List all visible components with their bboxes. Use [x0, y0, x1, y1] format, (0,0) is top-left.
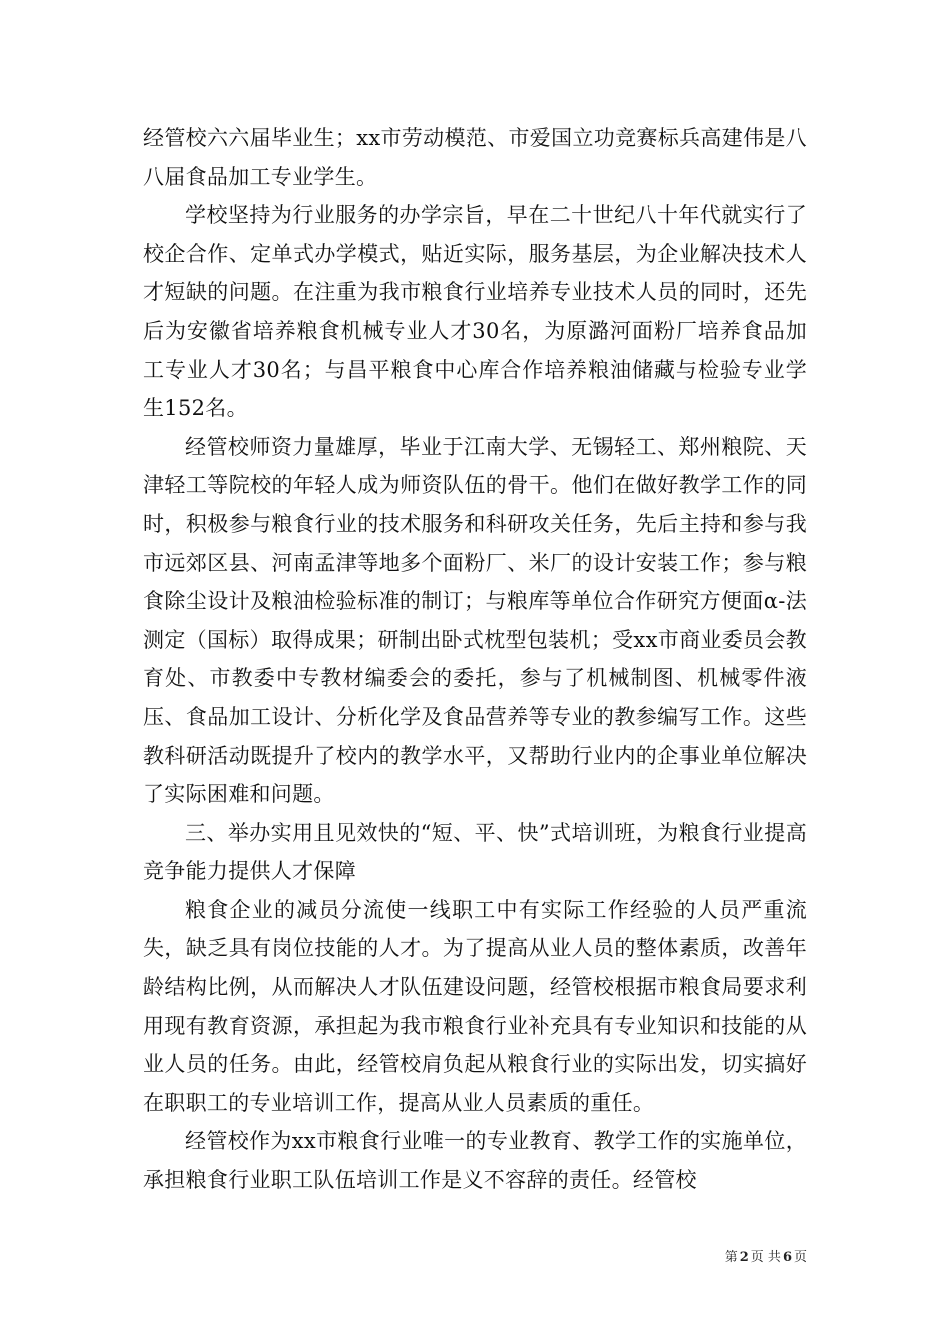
total-pages-number: 6 [782, 1250, 792, 1265]
paragraph-4: 粮食企业的减员分流使一线职工中有实际工作经验的人员严重流失，缺乏具有岗位技能的人才。为了提高从业人员的整体素质，改善年龄结构比例，从而解决人才队伍建设问题，经管校根据市粮食局要求利用现有教育资源，承担起为我市粮食行业补充具有专业知识和技能的从业人员的任务。由此，经管校肩负起从粮食行业的实际出发，切实搞好在职职工的专业培训工作，提高从业人员素质的重任。 [143, 897, 807, 1115]
footer-middle: 页 共 [750, 1250, 781, 1265]
document-body [143, 119, 807, 1200]
paragraph-3: 经管校师资力量雄厚，毕业于江南大学、无锡轻工、郑州粮院、天津轻工等院校的年轻人成为师资队伍的骨干。他们在做好教学工作的同时，积极参与粮食行业的技术服务和科研攻关任务，先后主持和参与我市远郊区县、河南孟津等地多个面粉厂、米厂的设计安装工作；参与粮食除尘设计及粮油检验标准的制订；与粮库等单位合作研究方便面α-法测定（国标）取得成果；研制出卧式枕型包装机；受xx市商业委员会教育处、市教委中专教材编委会的委托，参与了机械制图、机械零件液压、食品加工设计、分析化学及食品营养等专业的教参编写工作。这些教科研活动既提升了校内的教学水平，又帮助行业内的企事业单位解决了实际困难和问题。 [143, 434, 807, 807]
page-number-footer [725, 1246, 807, 1265]
footer-suffix: 页 [793, 1250, 807, 1265]
paragraph-5: 经管校作为xx市粮食行业唯一的专业教育、教学工作的实施单位，承担粮食行业职工队伍培训工作是义不容辞的责任。经管校 [143, 1129, 807, 1193]
paragraph-2: 学校坚持为行业服务的办学宗旨，早在二十世纪八十年代就实行了校企合作、定单式办学模式，贴近实际，服务基层，为企业解决技术人才短缺的问题。在注重为我市粮食行业培养专业技术人员的同时，还先后为安徽省培养粮食机械专业人才30名，为原潞河面粉厂培养食品加工专业人才30名；与昌平粮食中心库合作培养粮油储藏与检验专业学生152名。 [143, 203, 807, 421]
section-heading: 三、举办实用且见效快的“短、平、快”式培训班，为粮食行业提高竞争能力提供人才保障 [143, 820, 807, 884]
current-page-number: 2 [739, 1250, 749, 1265]
footer-prefix: 第 [724, 1250, 738, 1265]
paragraph-1: 经管校六六届毕业生；xx市劳动模范、市爱国立功竞赛标兵高建伟是八八届食品加工专业学生。 [143, 126, 807, 189]
